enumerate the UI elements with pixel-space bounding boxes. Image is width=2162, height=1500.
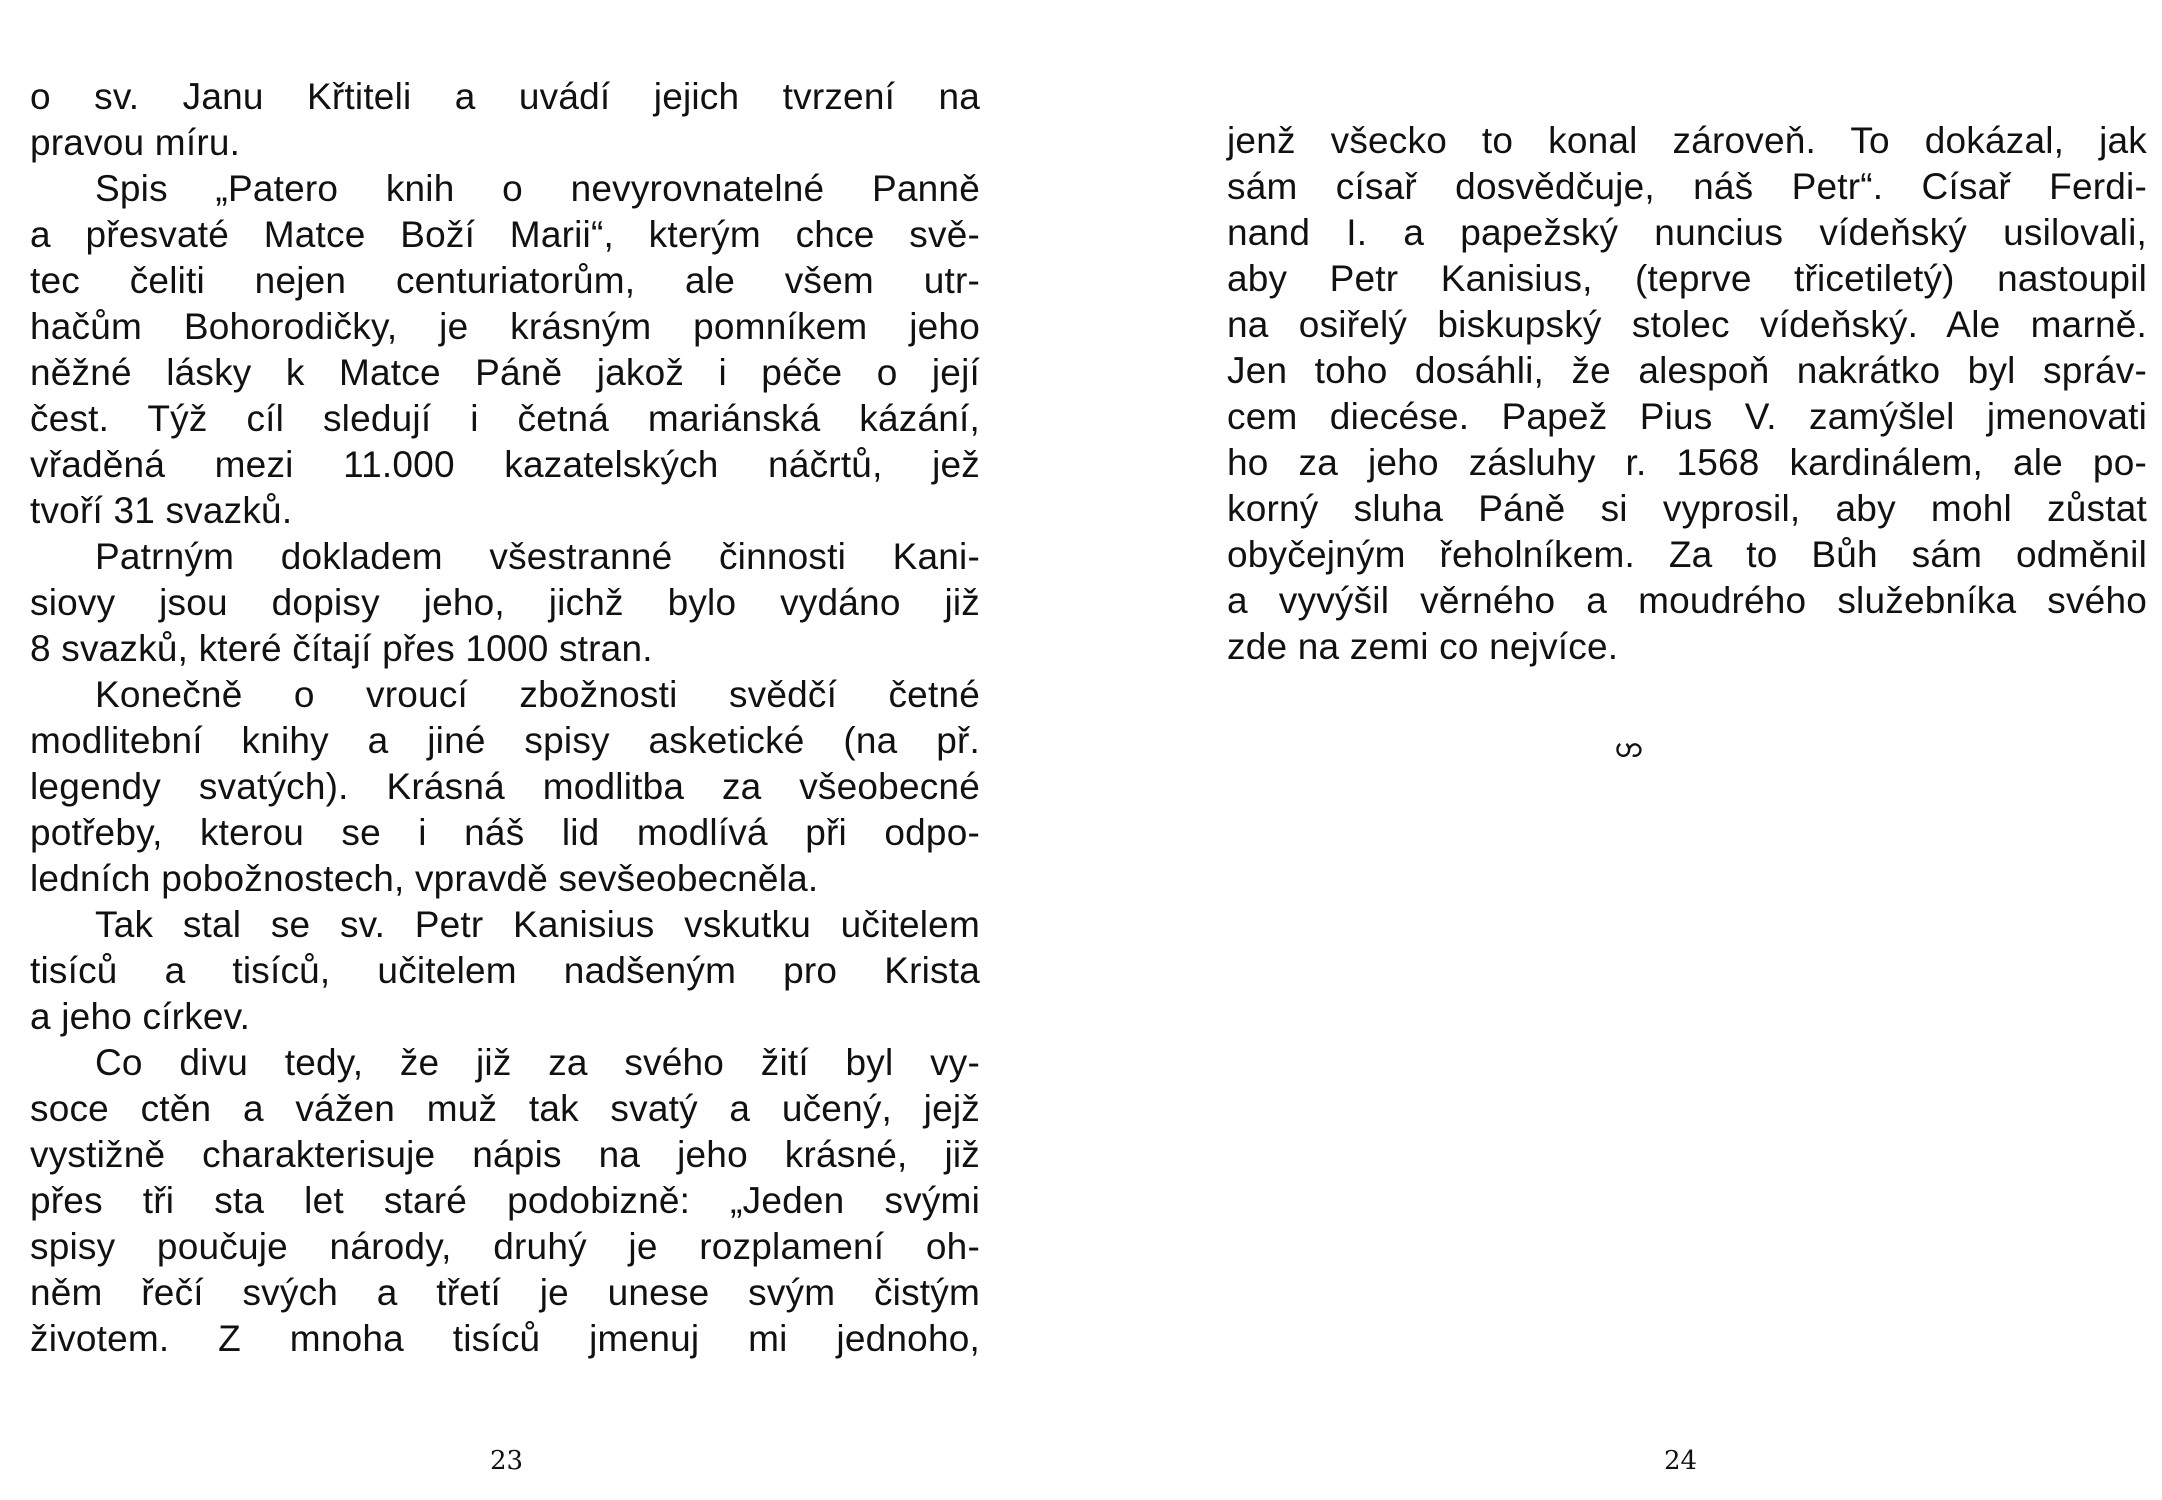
text-line: aby Petr Kanisius, (teprve třicetiletý) nastoupil (1227, 258, 2147, 299)
right-page-text (1227, 118, 2147, 670)
page-number: 23 (490, 1446, 524, 1476)
text-line: sám císař dosvědčuje, náš Petr“. Císař Ferdi- (1227, 166, 2147, 207)
text-line: o sv. Janu Křtiteli a uvádí jejich tvrzení na (30, 76, 980, 117)
text-line: Patrným dokladem všestranné činnosti Kani- (95, 536, 980, 577)
left-page (30, 0, 980, 1500)
text-line: soce ctěn a vážen muž tak svatý a učený, jejž (30, 1088, 980, 1129)
text-line: 8 svazků, které čítají přes 1000 stran. (30, 628, 653, 669)
text-line: ho za jeho zásluhy r. 1568 kardinálem, ale po- (1227, 442, 2147, 483)
text-line: potřeby, kterou se i náš lid modlívá při odpo- (30, 812, 980, 853)
text-line: spisy poučuje národy, druhý je rozplamení oh- (30, 1226, 980, 1267)
text-line: legendy svatých). Krásná modlitba za všeobecné (30, 766, 980, 807)
text-line: hačům Bohorodičky, je krásným pomníkem jeho (30, 306, 980, 347)
text-line: něžné lásky k Matce Páně jakož i péče o její (30, 352, 980, 393)
text-line: vřaděná mezi 11.000 kazatelských náčrtů, jež (30, 444, 980, 485)
text-line: něm řečí svých a třetí je unese svým čistým (30, 1272, 980, 1313)
text-line: Spis „Patero knih o nevyrovnatelné Panně (95, 168, 980, 209)
text-line: Jen toho dosáhli, že alespoň nakrátko byl správ- (1227, 350, 2147, 391)
text-line: modlitební knihy a jiné spisy asketické (na př. (30, 720, 980, 761)
text-line: přes tři sta let staré podobizně: „Jeden svými (30, 1180, 980, 1221)
text-line: tec čeliti nejen centuriatorům, ale všem utr- (30, 260, 980, 301)
text-line: cem diecése. Papež Pius V. zamýšlel jmenovati (1227, 396, 2147, 437)
text-line: životem. Z mnoha tisíců jmenuj mi jednoho, (30, 1318, 980, 1359)
text-line: jenž všecko to konal zároveň. To dokázal, jak (1227, 120, 2147, 161)
text-line: pravou míru. (30, 122, 241, 163)
text-line: korný sluha Páně si vyprosil, aby mohl zůstat (1227, 488, 2147, 529)
text-line: Co divu tedy, že již za svého žití byl vy- (95, 1042, 980, 1083)
text-line: nand I. a papežský nuncius vídeňský usilovali, (1227, 212, 2147, 253)
text-line: a jeho církev. (30, 996, 251, 1037)
text-line: zde na zemi co nejvíce. (1227, 626, 1619, 667)
text-line: siovy jsou dopisy jeho, jichž bylo vydáno již (30, 582, 980, 623)
left-page-text (30, 74, 980, 1362)
text-line: tvoří 31 svazků. (30, 490, 293, 531)
page-number: 24 (1664, 1446, 1698, 1476)
text-line: obyčejným řeholníkem. Za to Bůh sám odměnil (1227, 534, 2147, 575)
text-line: tisíců a tisíců, učitelem nadšeným pro Krista (30, 950, 980, 991)
text-line: Tak stal se sv. Petr Kanisius vskutku učitelem (95, 904, 980, 945)
ornament-icon: ဟ (1615, 730, 1643, 763)
text-line: na osiřelý biskupský stolec vídeňský. Ale marně. (1227, 304, 2147, 345)
text-line: čest. Týž cíl sledují i četná mariánská kázání, (30, 398, 980, 439)
text-line: a vyvýšil věrného a moudrého služebníka svého (1227, 580, 2147, 621)
right-page (1227, 0, 2147, 1500)
text-line: Konečně o vroucí zbožnosti svědčí četné (95, 674, 980, 715)
text-line: vystižně charakterisuje nápis na jeho krásné, již (30, 1134, 980, 1175)
text-line: a přesvaté Matce Boží Marii“, kterým chce svě- (30, 214, 980, 255)
text-line: ledních pobožnostech, vpravdě sevšeobecněla. (30, 858, 819, 899)
